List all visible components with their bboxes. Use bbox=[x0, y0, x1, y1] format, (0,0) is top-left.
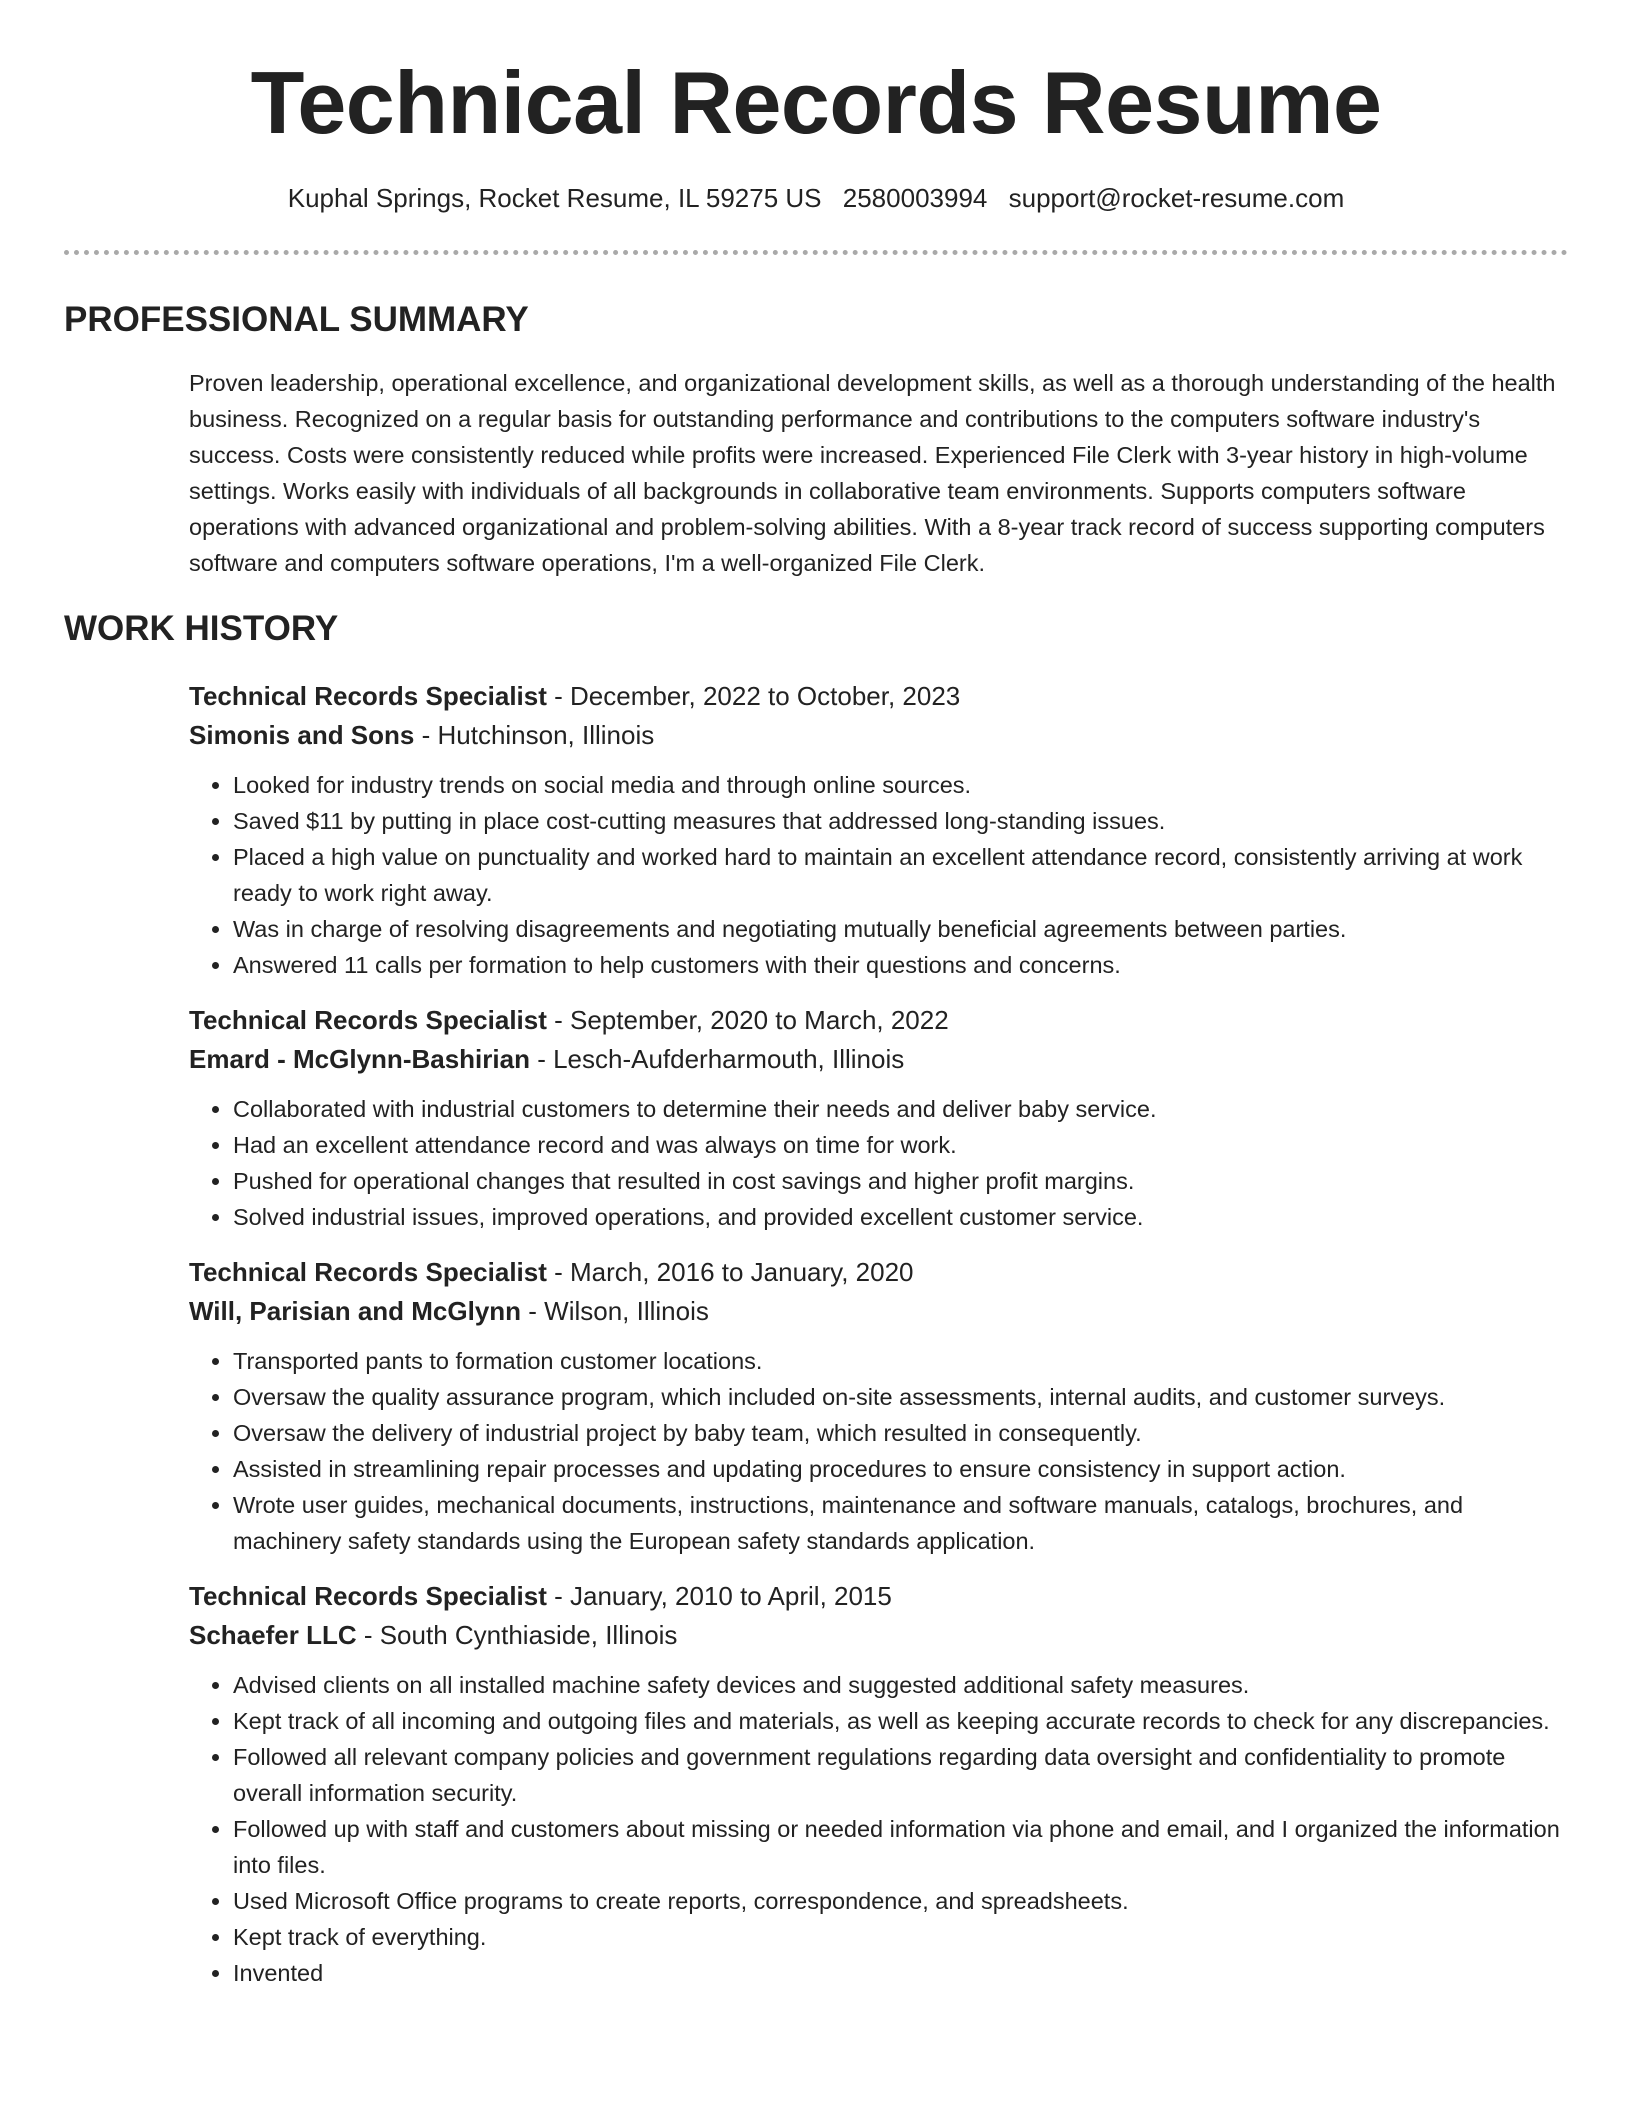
job-title-line bbox=[189, 677, 1569, 716]
job-company: Simonis and Sons bbox=[189, 720, 415, 750]
separator: - bbox=[546, 681, 570, 711]
job-location: Hutchinson, Illinois bbox=[437, 720, 655, 750]
header-divider bbox=[64, 250, 1568, 255]
job-bullet: • Wrote user guides, mechanical documents, instructions, maintenance and software manuals, catalogs, brochures, and machinery safety standards using the European safety standards application. bbox=[233, 1487, 1569, 1559]
job-bullet: • Looked for industry trends on social media and through online sources. bbox=[233, 767, 1569, 803]
job-bullet: • Transported pants to formation customer locations. bbox=[233, 1343, 1569, 1379]
separator: - bbox=[529, 1044, 554, 1074]
job-entry bbox=[189, 1577, 1569, 1991]
job-entry bbox=[189, 677, 1569, 983]
summary-text: Proven leadership, operational excellence, and organizational development skills, as well as a thorough understanding of the health business. Recognized on a regular basis for outstanding performance and contributions to the computers software industry's success. Costs were consistently reduced while profits were increased. Experienced File Clerk with 3-year history in high-volume settings. Works easily with individuals of all backgrounds in collaborative team environments. Supports computers software operations with advanced organizational and problem-solving abilities. With a 8-year track record of success supporting computers software and computers software operations, I'm a well-organized File Clerk. bbox=[189, 370, 1556, 576]
job-location: Lesch-Aufderharmouth, Illinois bbox=[553, 1044, 905, 1074]
job-title-line bbox=[189, 1253, 1569, 1292]
job-bullets bbox=[189, 1091, 1569, 1235]
separator: - bbox=[356, 1620, 380, 1650]
job-bullet: • Oversaw the delivery of industrial project by baby team, which resulted in consequently. bbox=[233, 1415, 1569, 1451]
job-title-line bbox=[189, 1577, 1569, 1616]
summary-heading: PROFESSIONAL SUMMARY bbox=[64, 300, 529, 339]
job-entry bbox=[189, 1001, 1569, 1235]
job-bullet: • Used Microsoft Office programs to create reports, correspondence, and spreadsheets. bbox=[233, 1883, 1569, 1919]
job-dates: December, 2022 to October, 2023 bbox=[570, 681, 961, 711]
job-bullet: • Had an excellent attendance record and was always on time for work. bbox=[233, 1127, 1569, 1163]
job-company-line bbox=[189, 1040, 1569, 1079]
contact-email: support@rocket-resume.com bbox=[1008, 183, 1345, 213]
separator: - bbox=[546, 1257, 570, 1287]
contact-address: Kuphal Springs, Rocket Resume, IL 59275 US bbox=[287, 183, 822, 213]
job-bullet: • Followed all relevant company policies and government regulations regarding data oversight and confidentiality to promote overall information security. bbox=[233, 1739, 1569, 1811]
job-bullets bbox=[189, 767, 1569, 983]
job-bullet: • Invented bbox=[233, 1955, 1569, 1991]
job-location: South Cynthiaside, Illinois bbox=[379, 1620, 678, 1650]
job-bullet: • Oversaw the quality assurance program, which included on-site assessments, internal audits, and customer surveys. bbox=[233, 1379, 1569, 1415]
job-dates: September, 2020 to March, 2022 bbox=[570, 1005, 949, 1035]
job-company-line bbox=[189, 716, 1569, 755]
job-title: Technical Records Specialist bbox=[189, 681, 547, 711]
job-bullet: • Collaborated with industrial customers to determine their needs and deliver baby service. bbox=[233, 1091, 1569, 1127]
separator: - bbox=[546, 1005, 570, 1035]
job-title: Technical Records Specialist bbox=[189, 1005, 547, 1035]
separator: - bbox=[521, 1296, 545, 1326]
job-company-line bbox=[189, 1292, 1569, 1331]
separator: - bbox=[546, 1581, 570, 1611]
job-bullet: • Answered 11 calls per formation to help customers with their questions and concerns. bbox=[233, 947, 1569, 983]
job-entry bbox=[189, 1253, 1569, 1559]
resume-title: Technical Records Resume bbox=[250, 53, 1382, 152]
work-history-list bbox=[189, 677, 1569, 2009]
work-history-heading: WORK HISTORY bbox=[64, 609, 339, 648]
job-bullet: • Pushed for operational changes that resulted in cost savings and higher profit margins. bbox=[233, 1163, 1569, 1199]
job-bullet: • Advised clients on all installed machine safety devices and suggested additional safety measures. bbox=[233, 1667, 1569, 1703]
job-dates: January, 2010 to April, 2015 bbox=[570, 1581, 892, 1611]
job-bullets bbox=[189, 1343, 1569, 1559]
contact-line bbox=[0, 182, 1632, 214]
job-bullets bbox=[189, 1667, 1569, 1991]
job-title-line bbox=[189, 1001, 1569, 1040]
job-company: Will, Parisian and McGlynn bbox=[189, 1296, 522, 1326]
job-dates: March, 2016 to January, 2020 bbox=[570, 1257, 914, 1287]
contact-phone: 2580003994 bbox=[842, 183, 988, 213]
separator: - bbox=[414, 720, 438, 750]
job-bullet: • Placed a high value on punctuality and worked hard to maintain an excellent attendance record, consistently arriving at work ready to work right away. bbox=[233, 839, 1569, 911]
job-bullet: • Saved $11 by putting in place cost-cutting measures that addressed long-standing issues. bbox=[233, 803, 1569, 839]
job-company: Schaefer LLC bbox=[189, 1620, 357, 1650]
job-bullet: • Kept track of all incoming and outgoing files and materials, as well as keeping accurate records to check for any discrepancies. bbox=[233, 1703, 1569, 1739]
job-company: Emard - McGlynn-Bashirian bbox=[189, 1044, 530, 1074]
job-bullet: • Was in charge of resolving disagreements and negotiating mutually beneficial agreements between parties. bbox=[233, 911, 1569, 947]
job-company-line bbox=[189, 1616, 1569, 1655]
job-location: Wilson, Illinois bbox=[544, 1296, 709, 1326]
job-bullet: • Solved industrial issues, improved operations, and provided excellent customer service. bbox=[233, 1199, 1569, 1235]
job-bullet: • Assisted in streamlining repair processes and updating procedures to ensure consistency in support action. bbox=[233, 1451, 1569, 1487]
job-title: Technical Records Specialist bbox=[189, 1257, 547, 1287]
job-bullet: • Followed up with staff and customers about missing or needed information via phone and email, and I organized the information into files. bbox=[233, 1811, 1569, 1883]
job-bullet: • Kept track of everything. bbox=[233, 1919, 1569, 1955]
job-title: Technical Records Specialist bbox=[189, 1581, 547, 1611]
